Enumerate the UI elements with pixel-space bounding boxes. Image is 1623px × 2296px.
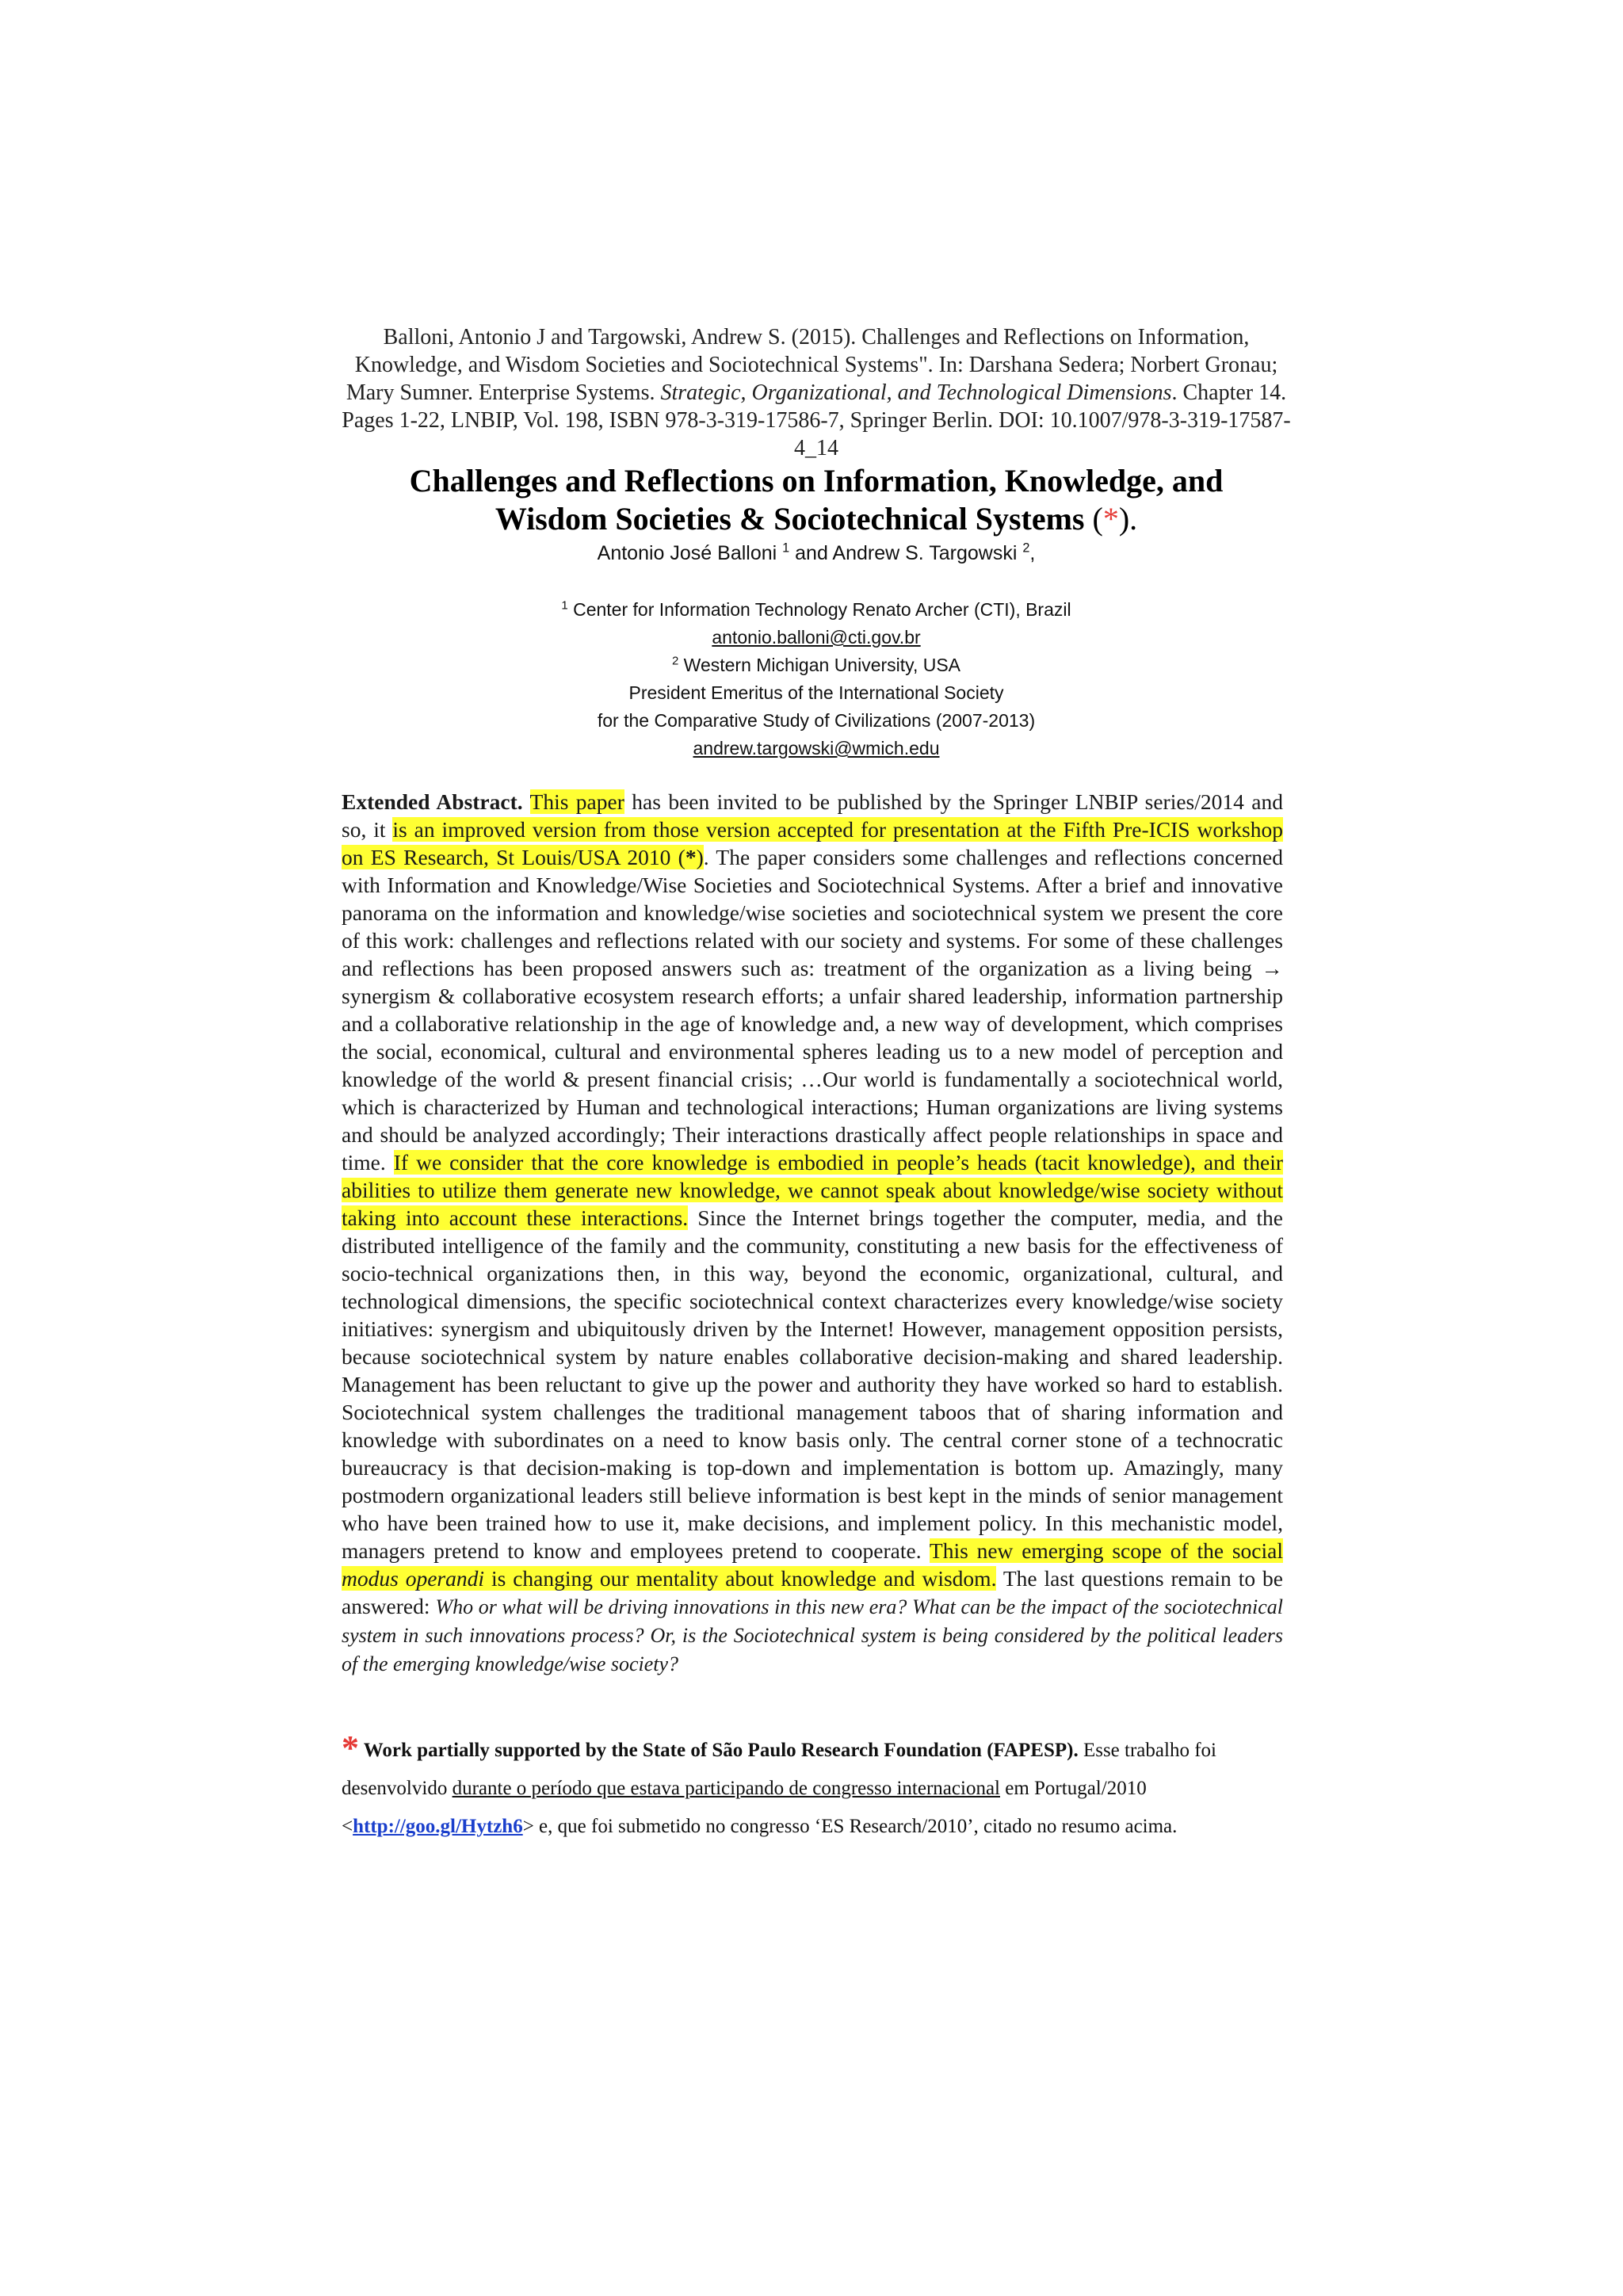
title-line-1: Challenges and Reflections on Information, Knowledge, and xyxy=(409,463,1224,499)
email-balloni-link[interactable]: antonio.balloni@cti.gov.br xyxy=(712,627,921,648)
abstract-heading: Extended Abstract. xyxy=(342,789,523,814)
abstract-text-4: The last questions remain to be answered: xyxy=(342,1566,1283,1618)
highlight-modus-operandi: modus operandi xyxy=(342,1566,485,1591)
footnote-link[interactable]: http://goo.gl/Hytzh6 xyxy=(353,1816,523,1837)
title-close-paren: ). xyxy=(1118,501,1138,537)
citation-book-subtitle: Strategic, Organizational, and Technological Dimensions xyxy=(660,380,1172,405)
affiliation-2-role-2: for the Comparative Study of Civilizations (2007-2013) xyxy=(597,710,1036,731)
footnote-underlined: durante o período que estava participando de congresso internacional xyxy=(452,1778,1000,1799)
author-line xyxy=(262,541,1371,566)
highlight-close-paren: ) xyxy=(696,845,704,869)
abstract-open-questions: Who or what will be driving innovations in this new era? What can be the impact of the sociotechnical system in such innovations process? Or, is the Sociotechnical system is being considered by the political leaders of the emerging knowledge/wise society? xyxy=(342,1595,1283,1675)
email-targowski-link[interactable]: andrew.targowski@wmich.edu xyxy=(693,738,940,758)
affiliation-2 xyxy=(341,651,1292,679)
affiliation-2-org: Western Michigan University, USA xyxy=(678,655,961,675)
title-line-2 xyxy=(262,500,1371,538)
abstract-text-1: has been invited to be published by the Springer LNBIP series/2014 and so, it xyxy=(342,789,1283,842)
footnote-asterisk: * xyxy=(342,1729,359,1767)
affiliation-2-role-1: President Emeritus of the International Society xyxy=(628,682,1004,703)
abstract-text-2: . The paper considers some challenges and reflections concerned with Information and Knowledge/Wise Societies and Sociotechnical Systems. After a brief and innovative panorama on the information and knowledge/wise societies and sociotechnical system we present the core of this work: challenges and reflections related with our society and systems. For some of these challenges and reflections has been proposed answers such as: treatment of the organization as a living being → synergism & collaborative ecosystem research efforts; a unfair shared leadership, information partnership and a collaborative relationship in the age of knowledge and, a new way of development, which comprises the social, economical, cultural and environmental spheres leading us to a new model of perception and knowledge of the world & present financial crisis; …Our world is fundamentally a sociotechnical world, which is characterized by Human and technological interactions; Human organizations are living systems and should be analyzed accordingly; Their interactions drastically affect people relationships in space and time. xyxy=(342,845,1283,1175)
footnote-text-2: em Portugal/2010 < xyxy=(342,1778,1147,1837)
highlight-asterisk: * xyxy=(685,845,697,869)
affiliation-2-mark: 2 xyxy=(671,654,679,668)
paper-title xyxy=(262,462,1371,538)
footnote-funding: Work partially supported by the State of São Paulo Research Foundation (FAPESP). xyxy=(359,1740,1079,1761)
author-2: and Andrew S. Targowski xyxy=(789,542,1023,564)
title-open-paren: ( xyxy=(1084,501,1103,537)
highlight-core-knowledge: If we consider that the core knowledge is embodied in people’s heads (tacit knowledge), and their abilities to utilize them generate new knowledge, we cannot speak about knowledge/wise society without taking into account these interactions. xyxy=(342,1150,1283,1230)
abstract-text-3: Since the Internet brings together the computer, media, and the distributed intelligence of the family and the community, constituting a new basis for the effectiveness of socio-technical organizations then, in this way, beyond the economic, organizational, cultural, and technological dimensions, the specific sociotechnical context characterizes every knowledge/wise society initiatives: synergism and ubiquitously driven by the Internet! However, management opposition persists, because sociotechnical system by nature enables collaborative decision-making and shared leadership. Management has been reluctant to give up the power and authority they have worked so hard to establish. Sociotechnical system challenges the traditional management taboos that of sharing information and knowledge with subordinates on a need to know basis only. The central corner stone of a technocratic bureaucracy is that decision-making is top-down and implementation is bottom up. Amazingly, many postmodern organizational leaders still believe information is best kept in the minds of senior management who have been trained how to use it, make decisions, and implement policy. In this mechanistic model, managers pretend to know and employees pretend to cooperate. xyxy=(342,1205,1283,1563)
highlight-this-paper: This paper xyxy=(529,789,624,814)
footnote-text-1: Esse trabalho foi desenvolvido xyxy=(342,1740,1216,1799)
footnote xyxy=(342,1729,1293,1846)
citation-header xyxy=(341,323,1292,462)
footnote-text-3: > e, que foi submetido no congresso ‘ES Research/2010’, citado no resumo acima. xyxy=(522,1816,1178,1837)
extended-abstract xyxy=(342,788,1283,1678)
title-line-2-text: Wisdom Societies & Sociotechnical Systems xyxy=(495,501,1085,537)
citation-text-end: . Chapter 14. Pages 1-22, LNBIP, Vol. 198, ISBN 978-3-319-17586-7, Springer Berlin. DOI: 10.1007/978-3-319-17587-4_14 xyxy=(342,380,1291,460)
citation-text: Balloni, Antonio J and Targowski, Andrew S. (2015). Challenges and Reflections on Information, Knowledge, and Wisdom Societies and Sociotechnical Systems". In: Darshana Sedera; Norbert Gronau; Mary Sumner. Enterprise Systems. xyxy=(346,325,1278,405)
highlight-improved-version: is an improved version from those version accepted for presentation at the Fifth Pre-ICIS workshop on ES Research, St Louis/USA 2010 ( xyxy=(342,817,1283,869)
author-1: Antonio José Balloni xyxy=(597,542,783,564)
highlight-modus-operandi-start: This new emerging scope of the social xyxy=(929,1538,1284,1563)
author-line-tail: , xyxy=(1029,542,1036,564)
highlight-modus-operandi-end: is changing our mentality about knowledge and wisdom. xyxy=(484,1566,997,1591)
affiliation-1-mark: 1 xyxy=(561,598,568,613)
abstract-space xyxy=(523,789,530,814)
affiliation-1-org: Center for Information Technology Renato Archer (CTI), Brazil xyxy=(567,599,1071,620)
author-1-affil-mark: 1 xyxy=(782,541,790,556)
affiliation-1 xyxy=(341,596,1292,624)
title-asterisk: * xyxy=(1102,501,1119,537)
author-2-affil-mark: 2 xyxy=(1022,541,1030,556)
affiliations xyxy=(341,596,1292,762)
